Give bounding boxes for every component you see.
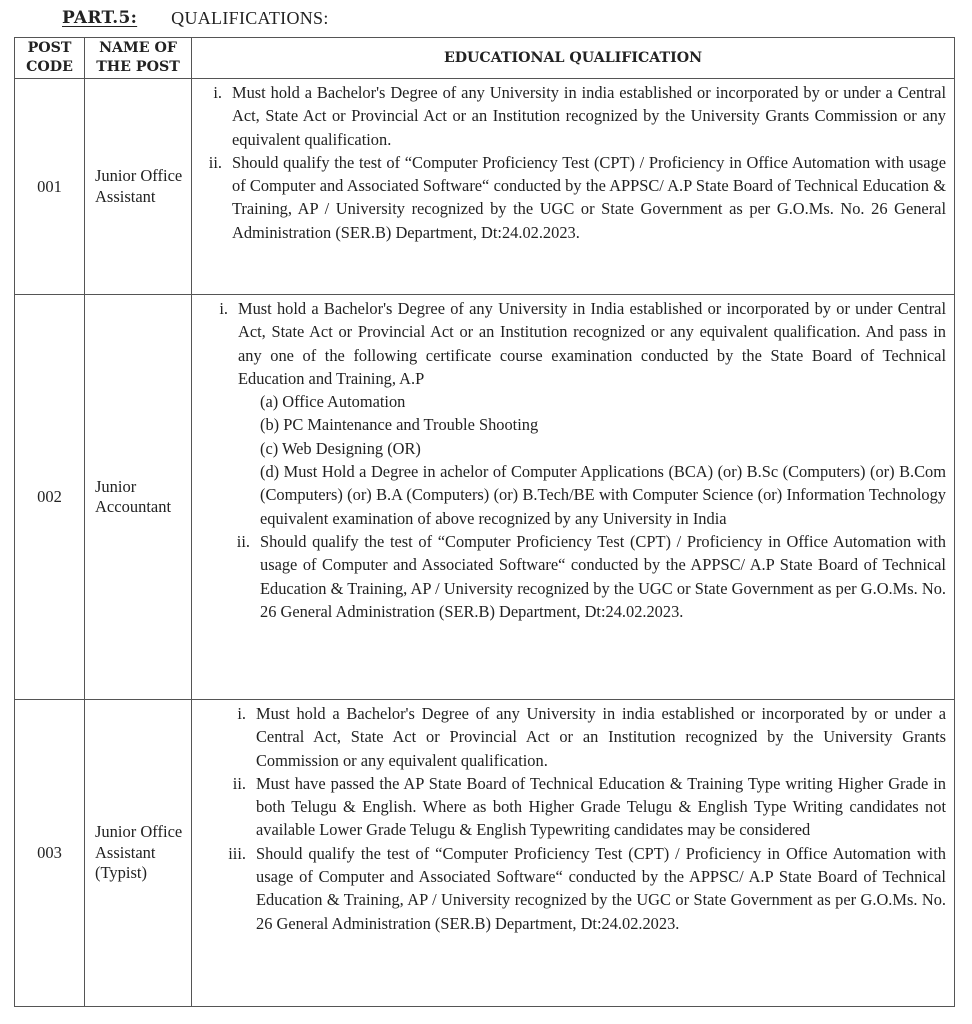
item-number: i.: [237, 704, 246, 723]
qualification-cell: [192, 700, 955, 1007]
qualification-item: [206, 297, 946, 530]
item-text: Should qualify the test of “Computer Proficiency Test (CPT) / Proficiency in Office Automation with usage of Computer and Associated Software“ conducted by the APPSC/ A.P State Board of Technical Education & Training, AP / University recognized by the UGC or State Government as per G.O.Ms. No. 26 General Administration (SER.B) Department, Dt:24.02.2023.: [260, 531, 946, 621]
post-code-cell: 001: [15, 79, 85, 295]
header-post-code: POST CODE: [15, 38, 85, 79]
sub-item: (a) Office Automation: [260, 392, 406, 412]
qualification-cell: [192, 295, 955, 700]
sub-item: (d) Must Hold a Degree in achelor of Computer Applications (BCA) (or) B.Sc (Computers) (or) B.Com (Computers) (or) B.A (Computers) (or) B.Tech/BE with Computer Science (or) Information Technology equivalent examination of above recognized by any University in India: [260, 462, 946, 528]
qualification-item: [206, 702, 946, 772]
item-text: Must hold a Bachelor's Degree of any University in india established or incorporated by or under a Central Act, State Act or Provincial Act or an Institution recognized by the University Grants Commission or any equivalent qualification.: [232, 83, 946, 149]
qualification-item: [206, 772, 946, 842]
qualification-item: [200, 81, 946, 151]
table-row: [15, 700, 955, 1007]
post-name-cell: Junior Office Assistant (Typist): [85, 700, 192, 1007]
item-number: i.: [213, 83, 222, 102]
post-name-cell: Junior Accountant: [85, 295, 192, 700]
item-text: Must hold a Bachelor's Degree of any University in india established or incorporated by or under a Central Act, State Act or Provincial Act or an Institution recognized by the University Grants Commission or any equivalent qualification.: [256, 704, 946, 770]
sub-item: (b) PC Maintenance and Trouble Shooting: [260, 415, 539, 435]
qualification-cell: [192, 79, 955, 295]
post-code-cell: 002: [15, 295, 85, 700]
post-code-cell: 003: [15, 700, 85, 1007]
item-number: iii.: [228, 843, 246, 863]
table-header-row: [15, 38, 955, 79]
table-row: [15, 295, 955, 700]
item-number: ii.: [208, 152, 222, 172]
item-text-body: Must hold a Bachelor's Degree of any University in India established or incorporated by or under Central Act, State Act or Provincial Act or an Institution recognized or any equivalent qualification. And pass in any one of the following certificate course examination conducted by the State Board of Technical Education and Training, A.P: [238, 299, 946, 388]
certificate-course-list: [238, 390, 946, 530]
qualifications-table: [14, 37, 955, 1007]
item-number: i.: [219, 299, 228, 318]
qualification-item: [206, 530, 946, 623]
item-text: Should qualify the test of “Computer Proficiency Test (CPT) / Proficiency in Office Automation with usage of Computer and Associated Software“ conducted by the APPSC/ A.P State Board of Technical Education & Training, AP / University recognized by the UGC or State Government as per G.O.Ms. No. 26 General Administration (SER.B) Department, Dt:24.02.2023.: [256, 843, 946, 933]
item-number: ii.: [236, 531, 250, 551]
header-educational-qualification: EDUCATIONAL QUALIFICATION: [192, 38, 955, 79]
item-text: Must have passed the AP State Board of Technical Education & Training Type writing Higher Grade in both Telugu & English. Where as both Higher Grade Telugu & English Type Writing candidates not available Lower Grade Telugu & English Typewriting candidates may be considered: [256, 773, 946, 840]
item-text: [238, 297, 946, 530]
qualification-item: [206, 842, 946, 935]
section-title: QUALIFICATIONS:: [171, 7, 329, 28]
item-number: ii.: [232, 773, 246, 793]
sub-item: (c) Web Designing (OR): [260, 438, 421, 458]
item-text: Should qualify the test of “Computer Proficiency Test (CPT) / Proficiency in Office Automation with usage of Computer and Associated Software“ conducted by the APPSC/ A.P State Board of Technical Education & Training, AP / University recognized by the UGC or State Government as per G.O.Ms. No. 26 General Administration (SER.B) Department, Dt:24.02.2023.: [232, 152, 946, 242]
section-heading: [62, 4, 329, 32]
header-name-of-post: NAME OF THE POST: [85, 38, 192, 79]
part-label: PART.5:: [62, 8, 138, 28]
qualification-item: [200, 151, 946, 244]
table-row: [15, 79, 955, 295]
post-name-cell: Junior Office Assistant: [85, 79, 192, 295]
